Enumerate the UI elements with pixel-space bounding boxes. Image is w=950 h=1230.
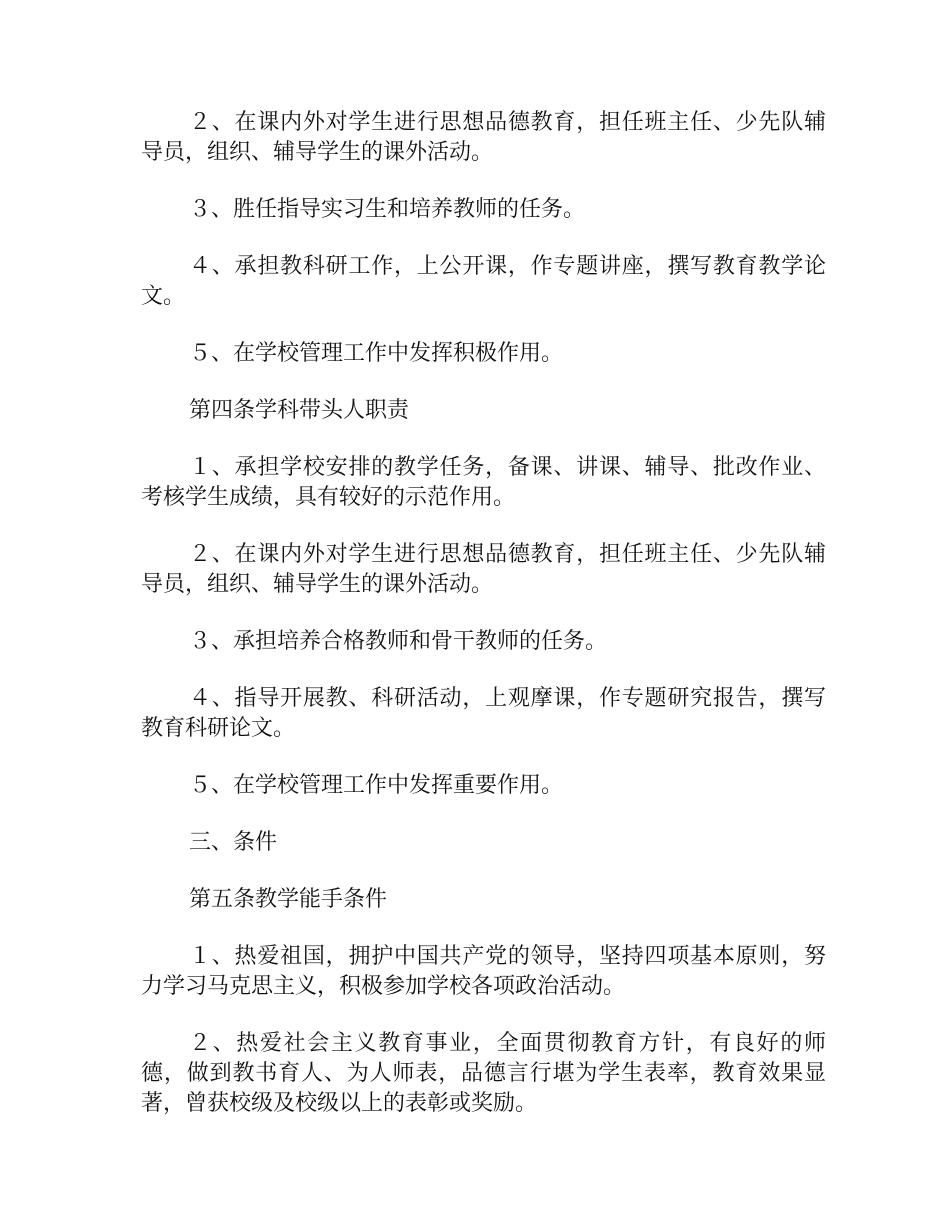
paragraph-teacher-duty-4: ４、承担教科研工作，上公开课，作专题讲座，撰写教育教学论文。 xyxy=(141,254,826,309)
paragraph-teacher-duty-2: ２、在课内外对学生进行思想品德教育，担任班主任、少先队辅导员，组织、辅导学生的课外活动。 xyxy=(141,110,826,165)
paragraph-teacher-duty-3: ３、胜任指导实习生和培养教师的任务。 xyxy=(189,197,586,222)
paragraph-leader-duty-4: ４、指导开展教、科研活动，上观摩课，作专题研究报告，撰写教育科研论文。 xyxy=(141,686,826,741)
paragraph-leader-duty-3: ３、承担培养合格教师和骨干教师的任务。 xyxy=(189,629,608,654)
paragraph-teacher-duty-5: ５、在学校管理工作中发挥积极作用。 xyxy=(189,341,564,366)
paragraph-condition-2: ２、热爱社会主义教育事业，全面贯彻教育方针，有良好的师德，做到教书育人、为人师表，品德言行堪为学生表率，教育效果显著，曾获校级及校级以上的表彰或奖励。 xyxy=(141,1031,826,1116)
paragraph-condition-1: １、热爱祖国，拥护中国共产党的领导，坚持四项基本原则，努力学习马克思主义，积极参加学校各项政治活动。 xyxy=(141,944,826,999)
paragraph-leader-duty-5: ５、在学校管理工作中发挥重要作用。 xyxy=(189,773,564,798)
paragraph-leader-duty-2: ２、在课内外对学生进行思想品德教育，担任班主任、少先队辅导员，组织、辅导学生的课外活动。 xyxy=(141,542,826,597)
section-heading-article-5: 第五条教学能手条件 xyxy=(189,887,388,912)
document-page xyxy=(141,108,826,1146)
section-heading-article-4: 第四条学科带头人职责 xyxy=(189,398,410,423)
section-heading-conditions: 三、条件 xyxy=(189,830,278,855)
paragraph-leader-duty-1: １、承担学校安排的教学任务，备课、讲课、辅导、批改作业、考核学生成绩，具有较好的示范作用。 xyxy=(141,455,826,510)
